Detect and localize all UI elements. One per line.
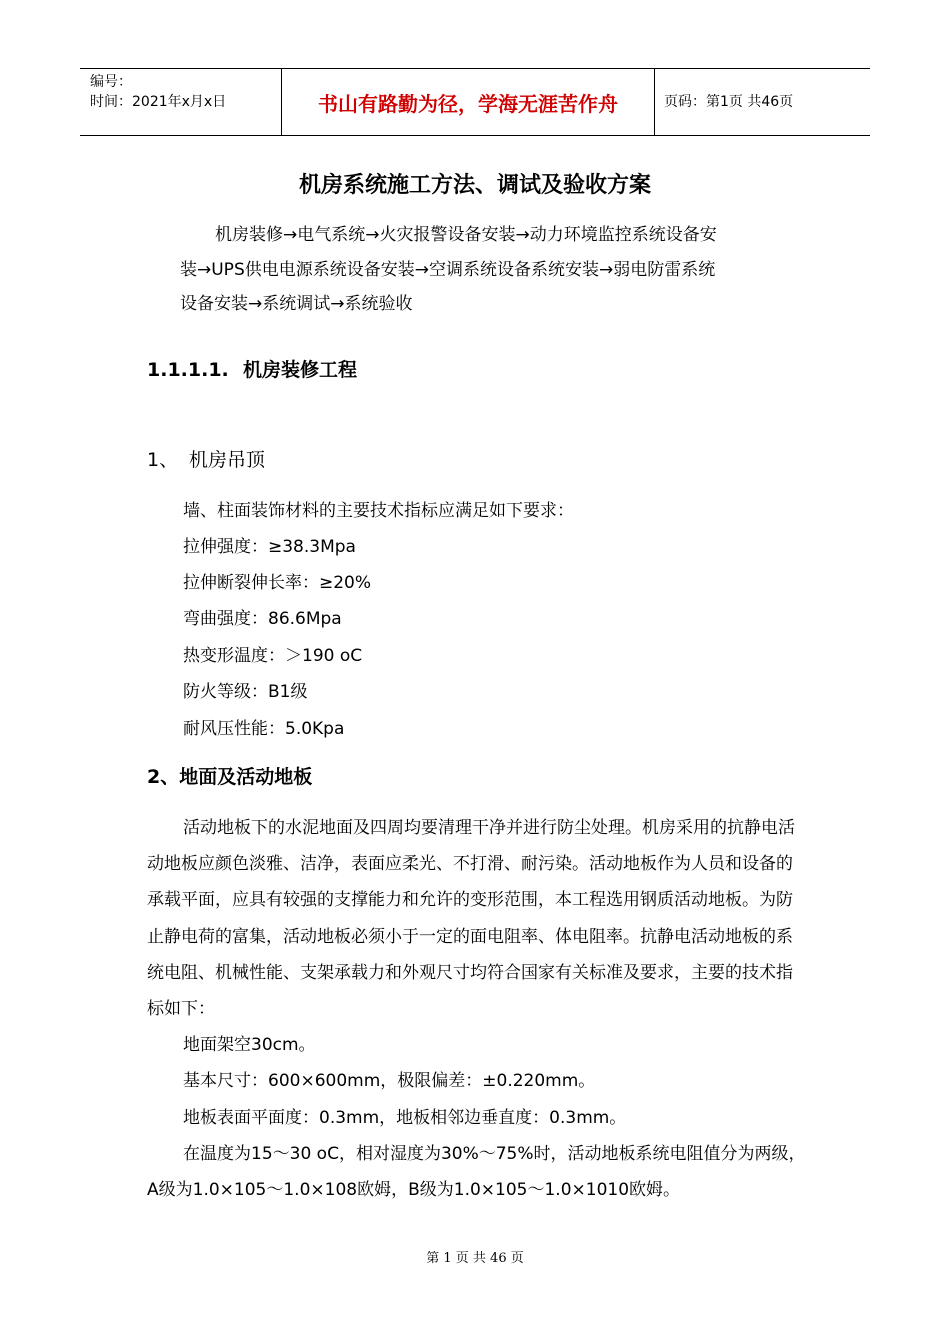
spec-item: 地板表面平面度：0.3mm，地板相邻边垂直度：0.3mm。 (183, 1107, 627, 1128)
intro-line-1: 机房装修→电气系统→火灾报警设备安装→动力环境监控系统设备安 (215, 225, 717, 245)
spec-line: 拉伸强度：≥38.3Mpa (183, 537, 356, 557)
subsection-1-title: 机房吊顶 (189, 449, 266, 471)
spec-line: 热变形温度：＞190 oC (183, 646, 363, 666)
spec-line: 防火等级：B1级 (183, 682, 308, 702)
spec-line: 墙、柱面装饰材料的主要技术指标应满足如下要求： (183, 501, 574, 521)
spec-line: 耐风压性能：5.0Kpa (183, 719, 345, 739)
header-motto: 书山有路勤为径，学海无涯苦作舟 (318, 92, 618, 116)
body-paragraph: 活动地板下的水泥地面及四周均要清理干净并进行防尘处理。机房采用的抗静电活动地板应颜色淡雅、洁净，表面应柔光、不打滑、耐污染。活动地板作为人员和设备的承载平面，应具有较强的支撑能力和允许的变形范围，本工程选用钢质活动地板。为防止静电荷的富集，活动地板必须小于一定的面电阻率、体电阻率。抗静电活动地板的系统电阻、机械性能、支架承载力和外观尺寸均符合国家有关标准及要求，主要的技术指标如下： (147, 818, 795, 1020)
subsection-2-heading: 2、地面及活动地板 (147, 766, 313, 788)
intro-line-3: 设备安装→系统调试→系统验收 (180, 294, 413, 314)
serial-label: 编号： (90, 74, 132, 90)
header-page-info: 页码：第1页 共46页 (664, 94, 794, 110)
spec-item: 地面架空30cm。 (183, 1035, 316, 1056)
header-bottom-rule (80, 135, 870, 136)
document-title: 机房系统施工方法、调试及验收方案 (298, 173, 651, 198)
header-left-cell (90, 72, 226, 112)
section-title: 机房装修工程 (243, 359, 358, 381)
spec-line: 拉伸断裂伸长率：≥20% (183, 573, 372, 593)
page-footer: 第 1 页 共 46 页 (426, 1251, 524, 1266)
spec-line: 弯曲强度：86.6Mpa (183, 609, 342, 629)
header-top-rule (80, 68, 870, 69)
subsection-1-heading (147, 445, 265, 475)
intro-line-2: 装→UPS供电电源系统设备安装→空调系统设备系统安装→弱电防雷系统 (180, 260, 716, 280)
header-divider-right (654, 68, 655, 135)
spec-item: 基本尺寸：600×600mm，极限偏差：±0.220mm。 (183, 1071, 596, 1092)
date-line: 时间：2021年x月x日 (90, 94, 227, 110)
subsection-2-body (147, 810, 807, 1208)
body-paragraph: 在温度为15～30 oC，相对湿度为30%～75%时，活动地板系统电阻值分为两级，A级为1.0×105～1.0×108欧姆，B级为1.0×105～1.0×1010欧姆。 (147, 1143, 806, 1201)
section-heading (147, 355, 357, 385)
section-number: 1.1.1.1. (147, 359, 229, 381)
subsection-1-number: 1、 (147, 449, 179, 471)
